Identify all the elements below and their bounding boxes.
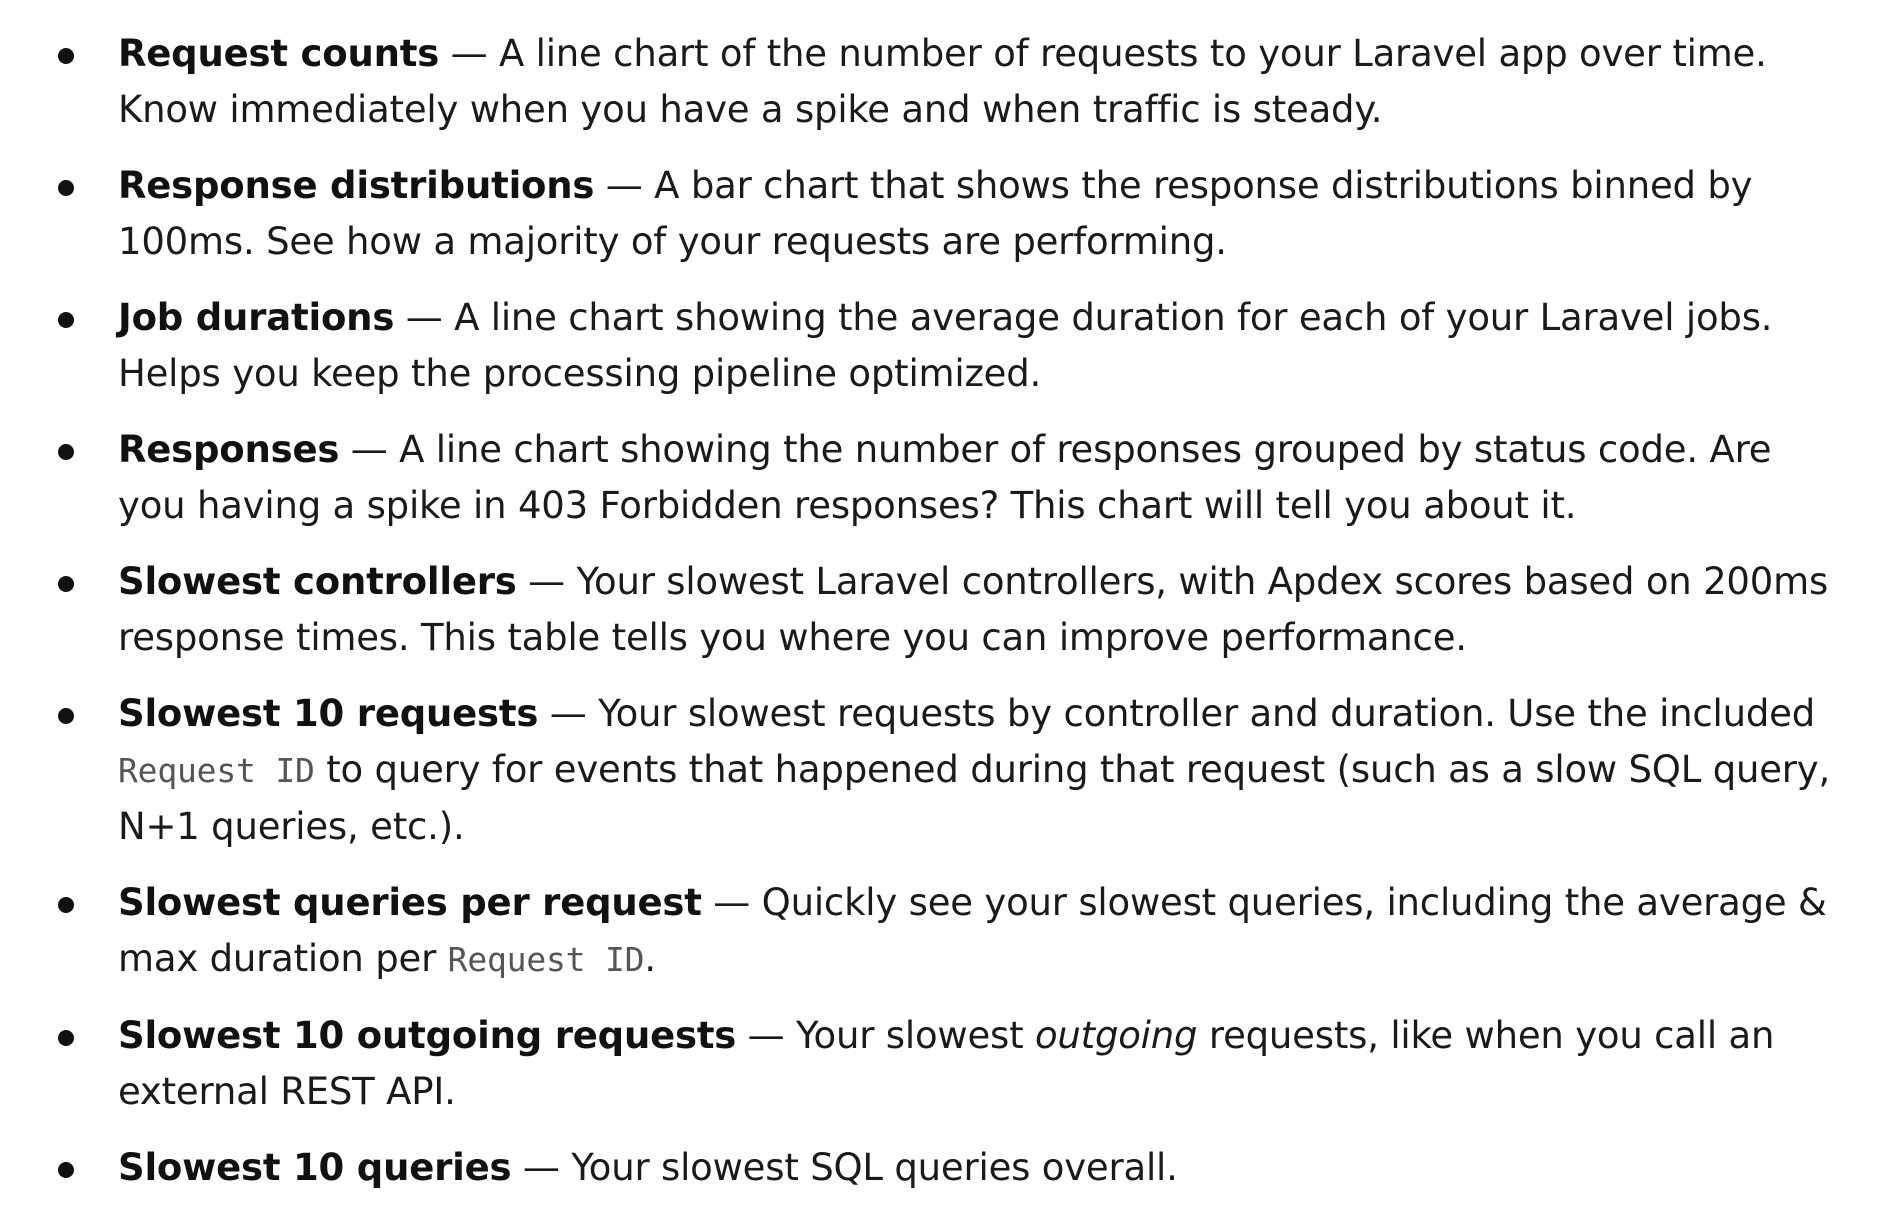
list-item	[0, 875, 1838, 988]
list-item	[0, 26, 1838, 138]
list-item	[0, 422, 1838, 534]
bullet-icon	[58, 576, 74, 592]
bullet-icon	[58, 444, 74, 460]
item-title: Response distributions	[118, 164, 595, 207]
list-item	[0, 686, 1838, 855]
item-text: — Your slowest SQL queries overall.	[511, 1146, 1178, 1189]
list-item	[0, 1008, 1838, 1120]
inline-code: Request ID	[447, 940, 645, 979]
item-text: — Quickly see your slowest queries, including the average & max duration per	[118, 881, 1827, 980]
item-title: Request counts	[118, 32, 440, 75]
bullet-icon	[58, 180, 74, 196]
list-item	[0, 158, 1838, 270]
item-title: Slowest controllers	[118, 560, 517, 603]
bullet-icon	[58, 1162, 74, 1178]
item-text: — Your slowest Laravel controllers, with Apdex scores based on 200ms response times. This table tells you where you can improve performance.	[118, 560, 1829, 659]
item-text: — Your slowest requests by controller and duration. Use the included	[538, 692, 1816, 735]
item-emphasis: outgoing	[1034, 1014, 1198, 1057]
item-text: — A bar chart that shows the response distributions binned by 100ms. See how a majority of your requests are performing.	[118, 164, 1753, 263]
item-title: Slowest 10 queries	[118, 1146, 512, 1189]
bullet-icon	[58, 708, 74, 724]
item-text: requests, like when you call an external REST API.	[118, 1014, 1775, 1113]
item-title: Slowest 10 requests	[118, 692, 539, 735]
list-item	[0, 1140, 1838, 1196]
item-title: Slowest 10 outgoing requests	[118, 1014, 737, 1057]
item-text: .	[644, 937, 656, 980]
bullet-icon	[58, 312, 74, 328]
item-text: — A line chart of the number of requests to your Laravel app over time. Know immediately when you have a spike and when traffic is steady.	[118, 32, 1767, 131]
bullet-icon	[58, 897, 74, 913]
item-title: Slowest queries per request	[118, 881, 702, 924]
list-item	[0, 290, 1838, 402]
item-text: — Your slowest	[736, 1014, 1035, 1057]
bullet-icon	[58, 1030, 74, 1046]
item-text: to query for events that happened during that request (such as a slow SQL query, N+1 queries, etc.).	[118, 748, 1831, 848]
item-text: — A line chart showing the number of responses grouped by status code. Are you having a spike in 403 Forbidden responses? This chart will tell you about it.	[118, 428, 1772, 527]
item-title: Job durations	[118, 296, 395, 339]
item-title: Responses	[118, 428, 340, 471]
item-text: — A line chart showing the average duration for each of your Laravel jobs. Helps you keep the processing pipeline optimized.	[118, 296, 1773, 395]
inline-code: Request ID	[118, 751, 315, 790]
bullet-icon	[58, 48, 74, 64]
list-item	[0, 554, 1838, 666]
